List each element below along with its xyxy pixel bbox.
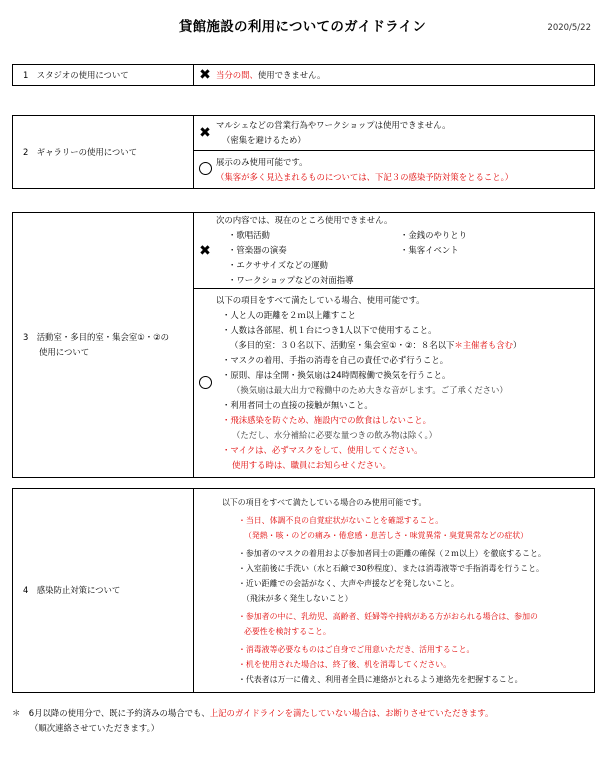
section-label <box>13 489 194 693</box>
footer-text-red: 上記のガイドラインを満たしていない場合は、お断りさせていただきます。 <box>209 708 494 718</box>
section-content <box>216 151 595 189</box>
list-item: ・当日、体調不良の自覚症状がないことを確認すること。 <box>238 515 444 525</box>
text-line: （密集を避けるため） <box>222 135 306 145</box>
section-content <box>216 116 595 151</box>
list-item: （換気扇は最大出力で稼働中のため大きな音がします。ご了承ください） <box>232 385 508 395</box>
list-item: ・消毒液等必要なものはご自身でご用意いただき、活用すること。 <box>238 644 475 654</box>
list-item: （飛沫が多く発生しないこと） <box>242 593 353 603</box>
section-title: スタジオの使用について <box>36 69 129 80</box>
list-item: ・机を使用された場合は、終了後、机を消毒してください。 <box>238 659 452 669</box>
list-item: ・参加者のマスクの着用および参加者同士の距離の確保（２ｍ以上）を徹底すること。 <box>238 548 546 558</box>
footer-text: 6月以降の使用分で、既に予約済みの場合でも、 <box>28 708 210 718</box>
list-item: ・管楽器の演奏 <box>228 245 287 255</box>
list-item: ・人と人の距離を２ｍ以上離すこと <box>222 310 356 320</box>
list-item: ・マイクは、必ずマスクをして、使用してください。 <box>222 445 423 455</box>
footer-note <box>12 706 493 736</box>
notice-red: 当分の間、 <box>216 69 258 80</box>
section-title-line2: 使用について <box>39 347 90 357</box>
circle-mark <box>194 289 217 478</box>
list-item: ・金銭のやりとり <box>400 230 467 240</box>
section-number: 1 <box>23 69 29 80</box>
text-line: 以下の項目をすべて満たしている場合のみ使用可能です。 <box>222 497 427 507</box>
list-item: ・参加者の中に、乳幼児、高齢者、妊婦等や持病がある方がおられる場合は、参加の <box>238 611 538 621</box>
list-item: ・利用者同士の直接の接触が無いこと。 <box>222 400 373 410</box>
text-line: マルシェなどの営業行為やワークショップは使用できません。 <box>216 120 451 130</box>
list-item: 必要性を検討すること。 <box>244 626 331 636</box>
section-gallery <box>12 115 595 189</box>
list-item: ・人数は各部屋、机１台につき1人以下で使用すること。 <box>222 325 437 335</box>
section-title: 活動室・多目的室・集会室①・②の <box>36 332 169 342</box>
list-item: ・入室前後に手洗い（水と石鹸で30秒程度）、または消毒液等で手指消毒を行うこと。 <box>238 563 544 573</box>
section-content <box>216 65 595 86</box>
circle-mark <box>194 151 217 189</box>
circle-icon <box>199 376 212 389</box>
cross-mark <box>194 116 217 151</box>
section-studio <box>12 64 595 86</box>
page-title: 貸館施設の利用についてのガイドライン <box>178 19 427 35</box>
footnote-marker: ＊ <box>12 708 21 718</box>
cross-icon: ✖ <box>199 67 211 83</box>
circle-icon <box>199 162 212 175</box>
text-line: 以下の項目をすべて満たしている場合、使用可能です。 <box>216 295 425 305</box>
cross-icon: ✖ <box>199 242 211 259</box>
list-item: ・歌唱活動 <box>228 230 270 240</box>
section-content <box>194 489 595 693</box>
list-item: （多目的室：３０名以下、活動室・集会室①・②：８名以下 <box>230 340 455 350</box>
section-label <box>13 116 194 189</box>
date: 2020/5/22 <box>547 23 591 33</box>
section-number: 3 <box>23 332 29 342</box>
text-line: （集客が多く見込まれるものについては、下記３の感染予防対策をとること。） <box>216 171 514 182</box>
list-item: （発熱・咳・のどの痛み・倦怠感・息苦しさ・味覚異常・臭覚異常などの症状） <box>244 530 529 540</box>
section-number: 4 <box>23 585 29 595</box>
list-item: ・マスクの着用、手指の消毒を自己の責任で必ず行うこと。 <box>222 355 449 365</box>
section-content <box>216 213 595 289</box>
notice-text: 使用できません。 <box>257 69 326 80</box>
list-item: ・近い距離での会話がなく、大声や声援などを発しないこと。 <box>238 578 459 588</box>
section-content <box>216 289 595 478</box>
cross-mark <box>194 213 217 289</box>
list-item: ・代表者は万一に備え、利用者全員に連絡がとれるよう連絡先を把握すること。 <box>238 674 523 684</box>
list-item: ） <box>513 340 522 350</box>
section-title: 感染防止対策について <box>36 585 121 595</box>
text-line: 展示のみ使用可能です。 <box>216 156 308 167</box>
section-number: 2 <box>23 146 29 157</box>
list-item-red: ＊主催者も含む <box>454 340 514 350</box>
section-label <box>13 65 194 86</box>
footer-text-line2: （順次連絡させていただきます。） <box>30 723 160 733</box>
list-item: ・飛沫感染を防ぐため、施設内での飲食はしないこと。 <box>222 415 432 425</box>
list-item: 使用する時は、職員にお知らせください。 <box>232 460 391 470</box>
cross-icon: ✖ <box>199 125 211 141</box>
section-rooms <box>12 212 595 478</box>
section-label <box>13 213 194 478</box>
text-line: 次の内容では、現在のところ使用できません。 <box>216 215 393 225</box>
list-item: ・原則、扉は全開・換気扇は24時間稼働で換気を行うこと。 <box>222 370 451 380</box>
cross-mark <box>194 65 217 86</box>
list-item: ・ワークショップなどの対面指導 <box>228 275 354 285</box>
list-item: （ただし、水分補給に必要な量つきの飲み物は除く。） <box>232 430 438 440</box>
section-title: ギャラリーの使用について <box>36 146 138 157</box>
list-item: ・集客イベント <box>400 245 459 255</box>
list-item: ・エクササイズなどの運動 <box>228 260 328 270</box>
section-infection-control <box>12 488 595 693</box>
